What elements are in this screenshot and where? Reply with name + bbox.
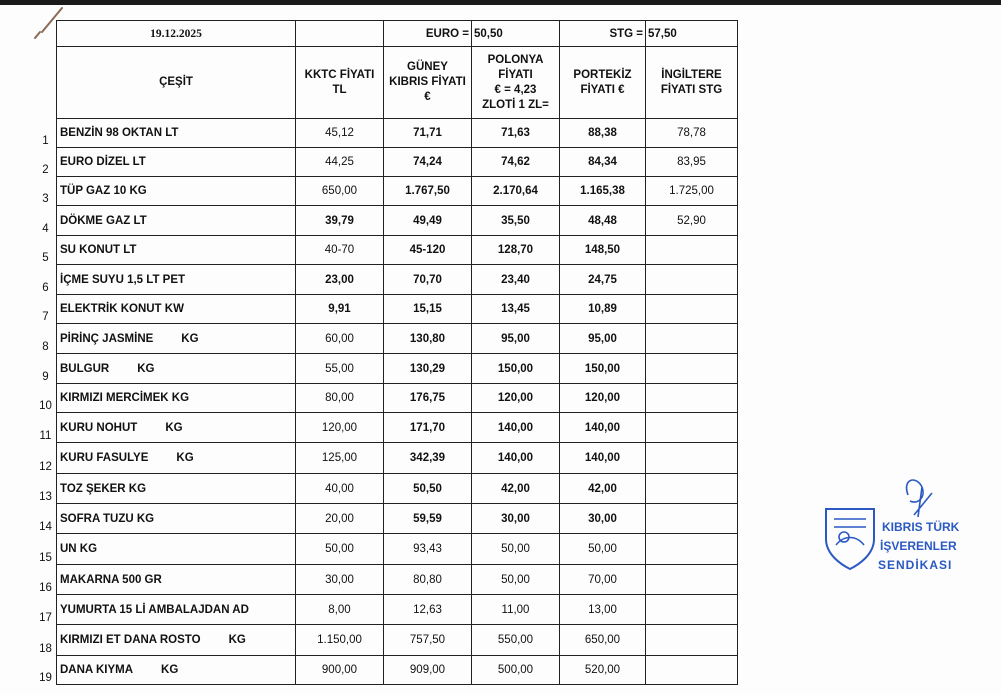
price-portekiz: 120,00 <box>560 384 646 413</box>
price-kktc: 40,00 <box>296 474 384 504</box>
table-row <box>35 474 738 504</box>
header-polonya: POLONYA FİYATI € = 4,23 ZLOTİ 1 ZL= <box>472 47 560 119</box>
price-ingiltere <box>646 413 738 443</box>
price-guney: 74,24 <box>384 148 472 177</box>
price-kktc: 60,00 <box>296 324 384 354</box>
price-guney: 49,49 <box>384 206 472 236</box>
price-kktc: 39,79 <box>296 206 384 236</box>
price-ingiltere <box>646 565 738 595</box>
table-row <box>35 295 738 324</box>
item-name: TÜP GAZ 10 KG <box>60 185 147 197</box>
price-ingiltere <box>646 595 738 625</box>
price-rows <box>35 119 738 685</box>
table-row <box>35 177 738 206</box>
price-polonya: 550,00 <box>472 625 560 656</box>
table-row <box>35 354 738 384</box>
item-name: KIRMIZI ET DANA ROSTO <box>60 634 201 646</box>
price-ingiltere <box>646 324 738 354</box>
table-row <box>35 384 738 413</box>
item-name-cell <box>57 236 296 265</box>
header-ingiltere: İNGİLTERE FİYATI STG <box>646 47 738 119</box>
item-name-cell <box>57 413 296 443</box>
price-kktc: 650,00 <box>296 177 384 206</box>
table-row <box>35 148 738 177</box>
price-portekiz: 140,00 <box>560 413 646 443</box>
price-ingiltere <box>646 295 738 324</box>
price-kktc: 1.150,00 <box>296 625 384 656</box>
item-name-cell <box>57 324 296 354</box>
price-guney: 93,43 <box>384 534 472 565</box>
row-number: 7 <box>42 310 49 323</box>
item-name-cell <box>57 177 296 206</box>
table-row <box>35 324 738 354</box>
item-name-cell <box>57 656 296 685</box>
table-row <box>35 534 738 565</box>
price-ingiltere: 78,78 <box>646 119 738 148</box>
price-guney: 130,80 <box>384 324 472 354</box>
item-name: KURU FASULYE <box>60 452 149 464</box>
row-number: 11 <box>39 429 52 442</box>
row-number: 1 <box>42 134 49 147</box>
table-row <box>35 206 738 236</box>
price-polonya: 13,45 <box>472 295 560 324</box>
price-guney: 71,71 <box>384 119 472 148</box>
table-row <box>35 265 738 295</box>
price-portekiz: 84,34 <box>560 148 646 177</box>
price-polonya: 140,00 <box>472 443 560 474</box>
item-name: DÖKME GAZ LT <box>60 214 147 227</box>
table-row <box>35 565 738 595</box>
item-name: KIRMIZI MERCİMEK KG <box>60 392 190 404</box>
price-kktc: 30,00 <box>296 565 384 595</box>
item-name: SOFRA TUZU KG <box>60 512 155 525</box>
table-row <box>35 413 738 443</box>
stamp-line1: KIBRIS TÜRK <box>882 520 960 534</box>
item-name-cell <box>57 595 296 625</box>
row-number: 10 <box>39 399 52 412</box>
row-number: 6 <box>42 281 49 294</box>
item-name: SU KONUT LT <box>60 244 137 256</box>
stamp-line3: SENDİKASI <box>878 558 953 572</box>
price-ingiltere <box>646 474 738 504</box>
row-number: 3 <box>42 192 49 205</box>
stamp-line2: İŞVERENLER <box>880 539 957 553</box>
price-kktc: 50,00 <box>296 534 384 565</box>
header-kktc: KKTC FİYATI TL <box>296 47 384 119</box>
price-ingiltere <box>646 625 738 656</box>
item-unit: KG <box>176 452 194 464</box>
kibris-turk-isverenler-sendikasi-stamp <box>818 475 978 585</box>
price-polonya: 35,50 <box>472 206 560 236</box>
price-polonya: 42,00 <box>472 474 560 504</box>
price-portekiz: 50,00 <box>560 534 646 565</box>
price-portekiz: 70,00 <box>560 565 646 595</box>
shield-icon <box>826 509 874 569</box>
price-guney: 12,63 <box>384 595 472 625</box>
item-unit: KG <box>228 634 246 646</box>
price-portekiz: 650,00 <box>560 625 646 656</box>
price-ingiltere <box>646 354 738 384</box>
table-row <box>35 595 738 625</box>
price-guney: 15,15 <box>384 295 472 324</box>
price-polonya: 74,62 <box>472 148 560 177</box>
item-unit: KG <box>137 362 155 375</box>
row-number: 17 <box>39 611 52 624</box>
price-portekiz: 148,50 <box>560 236 646 265</box>
price-portekiz: 24,75 <box>560 265 646 295</box>
row-number: 12 <box>39 460 52 473</box>
item-name-cell <box>57 119 296 148</box>
signature-icon <box>907 480 932 517</box>
stg-rate-label: STG = <box>560 21 646 47</box>
price-kktc: 55,00 <box>296 354 384 384</box>
price-kktc: 20,00 <box>296 504 384 534</box>
item-name-cell <box>57 625 296 656</box>
item-name-cell <box>57 265 296 295</box>
item-name: YUMURTA 15 Lİ AMBALAJDAN AD <box>60 603 249 616</box>
item-name-cell <box>57 295 296 324</box>
table-row <box>35 504 738 534</box>
item-name: EURO DİZEL LT <box>60 156 146 168</box>
item-name-cell <box>57 148 296 177</box>
row-number: 5 <box>42 251 49 264</box>
item-name: TOZ ŞEKER KG <box>60 482 147 495</box>
price-guney: 70,70 <box>384 265 472 295</box>
price-polonya: 71,63 <box>472 119 560 148</box>
price-portekiz: 42,00 <box>560 474 646 504</box>
price-comparison-table <box>35 20 738 685</box>
item-name-cell <box>57 384 296 413</box>
row-number: 13 <box>39 490 52 503</box>
item-name-cell <box>57 354 296 384</box>
price-guney: 176,75 <box>384 384 472 413</box>
item-unit: KG <box>181 332 199 345</box>
item-name: BENZİN 98 OKTAN LT <box>60 127 179 139</box>
euro-rate-value: 50,50 <box>472 21 560 47</box>
item-name: BULGUR <box>60 362 110 375</box>
price-ingiltere <box>646 656 738 685</box>
item-unit: KG <box>165 421 183 434</box>
report-date: 19.12.2025 <box>57 21 296 47</box>
price-portekiz: 88,38 <box>560 119 646 148</box>
price-ingiltere <box>646 443 738 474</box>
price-portekiz: 10,89 <box>560 295 646 324</box>
item-name: DANA KIYMA <box>60 664 134 676</box>
price-guney: 59,59 <box>384 504 472 534</box>
price-portekiz: 140,00 <box>560 443 646 474</box>
price-polonya: 50,00 <box>472 534 560 565</box>
price-ingiltere <box>646 265 738 295</box>
price-polonya: 23,40 <box>472 265 560 295</box>
price-polonya: 120,00 <box>472 384 560 413</box>
price-guney: 342,39 <box>384 443 472 474</box>
item-name-cell <box>57 443 296 474</box>
price-kktc: 8,00 <box>296 595 384 625</box>
column-header-row <box>35 47 738 119</box>
price-kktc: 45,12 <box>296 119 384 148</box>
price-guney: 50,50 <box>384 474 472 504</box>
price-ingiltere <box>646 236 738 265</box>
rate-header-row <box>35 21 738 47</box>
price-guney: 130,29 <box>384 354 472 384</box>
price-ingiltere <box>646 504 738 534</box>
price-kktc: 125,00 <box>296 443 384 474</box>
price-polonya: 140,00 <box>472 413 560 443</box>
row-number: 9 <box>42 370 49 383</box>
item-name-cell <box>57 206 296 236</box>
item-name: PİRİNÇ JASMİNE <box>60 332 154 345</box>
price-polonya: 50,00 <box>472 565 560 595</box>
price-kktc: 80,00 <box>296 384 384 413</box>
item-name: UN KG <box>60 543 98 555</box>
price-guney: 171,70 <box>384 413 472 443</box>
row-number: 16 <box>39 581 52 594</box>
price-portekiz: 95,00 <box>560 324 646 354</box>
price-portekiz: 13,00 <box>560 595 646 625</box>
price-kktc: 9,91 <box>296 295 384 324</box>
price-guney: 909,00 <box>384 656 472 685</box>
price-polonya: 11,00 <box>472 595 560 625</box>
price-portekiz: 1.165,38 <box>560 177 646 206</box>
table-row <box>35 119 738 148</box>
price-polonya: 500,00 <box>472 656 560 685</box>
stg-rate-value: 57,50 <box>646 21 738 47</box>
price-guney: 1.767,50 <box>384 177 472 206</box>
item-name-cell <box>57 504 296 534</box>
price-portekiz: 150,00 <box>560 354 646 384</box>
price-polonya: 2.170,64 <box>472 177 560 206</box>
price-polonya: 150,00 <box>472 354 560 384</box>
row-number: 14 <box>39 520 52 533</box>
row-number: 8 <box>42 340 49 353</box>
price-guney: 45-120 <box>384 236 472 265</box>
price-ingiltere: 52,90 <box>646 206 738 236</box>
price-polonya: 30,00 <box>472 504 560 534</box>
table-row <box>35 625 738 656</box>
price-kktc: 40-70 <box>296 236 384 265</box>
header-portekiz: PORTEKİZ FİYATI € <box>560 47 646 119</box>
item-name: KURU NOHUT <box>60 421 138 434</box>
table-row <box>35 443 738 474</box>
price-ingiltere: 83,95 <box>646 148 738 177</box>
price-polonya: 95,00 <box>472 324 560 354</box>
item-name-cell <box>57 534 296 565</box>
row-number: 4 <box>42 222 49 235</box>
row-number: 15 <box>39 551 52 564</box>
header-cesit: ÇEŞİT <box>57 47 296 119</box>
item-name-cell <box>57 565 296 595</box>
price-ingiltere: 1.725,00 <box>646 177 738 206</box>
price-kktc: 900,00 <box>296 656 384 685</box>
item-name-cell <box>57 474 296 504</box>
item-name: ELEKTRİK KONUT KW <box>60 303 184 315</box>
price-portekiz: 520,00 <box>560 656 646 685</box>
price-guney: 757,50 <box>384 625 472 656</box>
price-portekiz: 30,00 <box>560 504 646 534</box>
item-unit: KG <box>161 664 179 676</box>
price-kktc: 44,25 <box>296 148 384 177</box>
table-row <box>35 656 738 685</box>
euro-rate-label: EURO = <box>384 21 472 47</box>
price-guney: 80,80 <box>384 565 472 595</box>
row-number: 19 <box>39 671 52 684</box>
header-guney: GÜNEY KIBRIS FİYATI € <box>384 47 472 119</box>
row-number: 18 <box>39 642 52 655</box>
price-ingiltere <box>646 534 738 565</box>
price-kktc: 120,00 <box>296 413 384 443</box>
price-portekiz: 48,48 <box>560 206 646 236</box>
row-number: 2 <box>42 163 49 176</box>
price-ingiltere <box>646 384 738 413</box>
table-row <box>35 236 738 265</box>
price-polonya: 128,70 <box>472 236 560 265</box>
item-name: MAKARNA 500 GR <box>60 573 162 586</box>
price-kktc: 23,00 <box>296 265 384 295</box>
item-name: İÇME SUYU 1,5 LT PET <box>60 273 186 286</box>
